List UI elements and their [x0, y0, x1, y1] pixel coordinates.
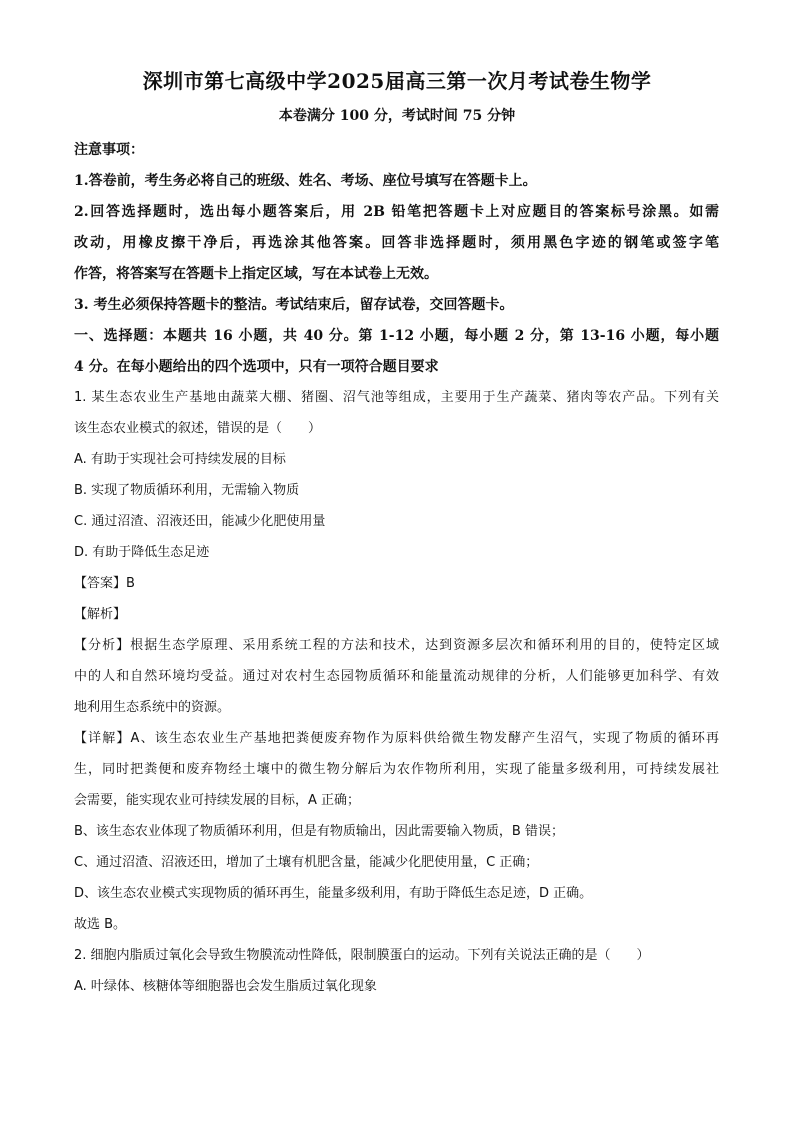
question-1-option-c: C. 通过沼渣、沼液还田，能减少化肥使用量 [74, 514, 326, 529]
exam-title: 深圳市第七高级中学2025届高三第一次月考试卷生物学 [142, 69, 652, 93]
question-2-option-a: A. 叶绿体、核糖体等细胞器也会发生脂质过氧化现象 [74, 979, 377, 994]
detail-line: 故选 B。 [74, 917, 127, 932]
notes-heading: 注意事项： [74, 142, 144, 158]
question-1-stem: 1. 某生态农业生产基地由蔬菜大棚、猪圈、沼气池等组成，主要用于生产蔬菜、猪肉等农产品。下列有关 [74, 390, 719, 405]
question-1-option-d: D. 有助于降低生态足迹 [74, 545, 210, 560]
detail-line: D、该生态农业模式实现物质的循环再生，能量多级利用，有助于降低生态足迹，D 正确。 [74, 886, 593, 901]
detail-line: 生，同时把粪便和废弃物经土壤中的微生物分解后为农作物所利用，实现了能量多级利用，可持续发展社 [74, 762, 719, 777]
question-1-analysis-label: 【解析】 [74, 607, 127, 622]
analysis-line: 【分析】根据生态学原理、采用系统工程的方法和技术，达到资源多层次和循环利用的目的，使特定区域 [74, 638, 719, 653]
note-line: 作答，将答案写在答题卡上指定区域，写在本试卷上无效。 [74, 266, 438, 282]
note-line: 1.答卷前，考生务必将自己的班级、姓名、考场、座位号填写在答题卡上。 [74, 173, 537, 189]
note-line: 2.回答选择题时，选出每小题答案后，用 2B 铅笔把答题卡上对应题目的答案标号涂黑。如需 [74, 204, 719, 220]
detail-line: 【详解】A、该生态农业生产基地把粪便废弃物作为原料供给微生物发酵产生沼气，实现了物质的循环再 [74, 731, 719, 746]
analysis-line: 地利用生态系统中的资源。 [74, 700, 231, 715]
section-heading: 一、选择题：本题共 16 小题，共 40 分。第 1-12 小题，每小题 2 分，第 13-16 小题，每小题 [74, 328, 719, 344]
section-heading: 4 分。在每小题给出的四个选项中，只有一项符合题目要求 [74, 359, 439, 375]
detail-line: C、通过沼渣、沼液还田，增加了土壤有机肥含量，能减少化肥使用量，C 正确； [74, 855, 539, 870]
detail-line: 会需要，能实现农业可持续发展的目标，A 正确； [74, 793, 361, 808]
question-2-stem: 2. 细胞内脂质过氧化会导致生物膜流动性降低，限制膜蛋白的运动。下列有关说法正确的是（ ） [74, 948, 650, 963]
question-1-option-a: A. 有助于实现社会可持续发展的目标 [74, 452, 286, 467]
analysis-line: 中的人和自然环境均受益。通过对农村生态园物质循环和能量流动规律的分析，人们能够更加科学、有效 [74, 669, 719, 684]
exam-subtitle: 本卷满分 100 分，考试时间 75 分钟 [278, 108, 516, 124]
question-1-stem: 该生态农业模式的叙述，错误的是（ ） [74, 421, 322, 436]
detail-line: B、该生态农业体现了物质循环利用，但是有物质输出，因此需要输入物质，B 错误； [74, 824, 564, 839]
question-1-option-b: B. 实现了物质循环利用，无需输入物质 [74, 483, 300, 498]
question-1-answer: 【答案】B [74, 576, 135, 591]
note-line: 改动，用橡皮擦干净后，再选涂其他答案。回答非选择题时，须用黑色字迹的钢笔或签字笔 [74, 235, 719, 251]
note-line: 3. 考生必须保持答题卡的整洁。考试结束后，留存试卷，交回答题卡。 [74, 297, 514, 313]
